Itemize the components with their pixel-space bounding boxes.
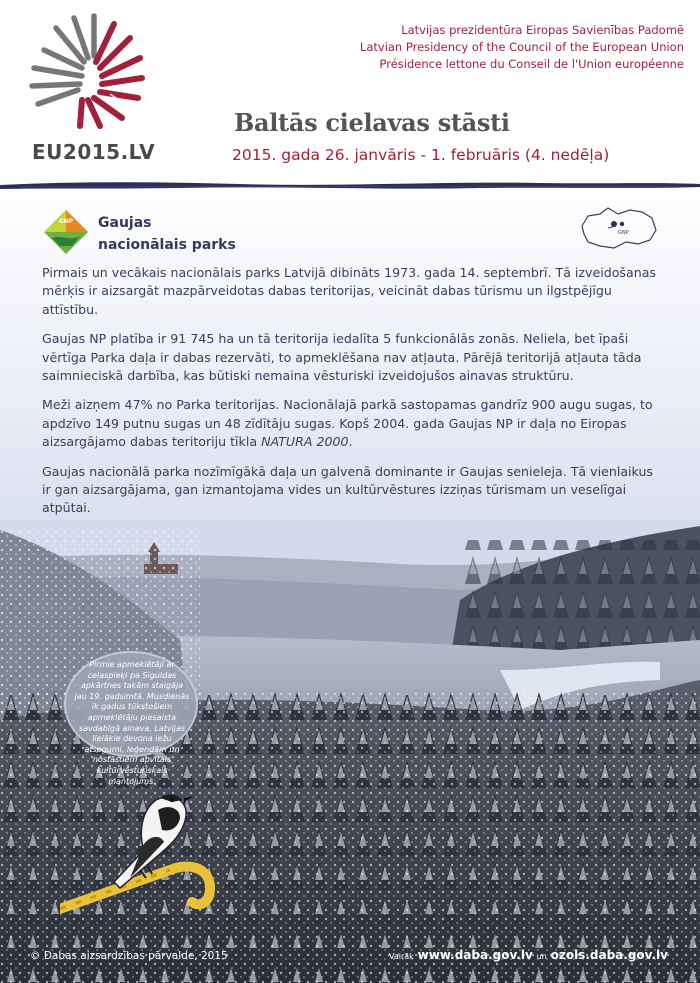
presidency-text: [360, 22, 684, 73]
park-title-line2: nacionālais parks: [98, 237, 236, 253]
presidency-line-lv: Latvijas prezidentūra Eiropas Savienības Padomē: [401, 23, 684, 37]
bubble-text: Pirmie apmeklētāji ar ceļaspieķi pa Siguldas apkārtnes takām staigāja jau 19. gadsimtā. Musdienās ik gadus tūkstošiem apmeklētāju piesaista savdabīgā ainava, Latvijas lielākie devona iežu atsegumi, leģendām un nostāstiem apvītais kultūrvēsturiskais mantojums.: [74, 660, 190, 786]
gauja-park-logo-icon: [42, 208, 90, 256]
footer-links: [389, 948, 668, 962]
eu2015-logo-text: EU2015.LV: [32, 140, 156, 164]
copyright: © Dabas aizsardzības pārvalde, 2015: [30, 950, 228, 962]
paragraph-3-end: .: [348, 434, 353, 450]
paragraph-4: Gaujas nacionālā parka nozīmīgākā daļa un galvenā dominante ir Gaujas senieleja. Tā vienlaikus ir gan aizsargājama, gan izmantojama vides un kultūrvēstures izziņas tūrismam un veselīgai atpūtai.: [42, 463, 653, 516]
paragraph-2: Gaujas NP platība ir 91 745 ha un tā teritorija iedalīta 5 funkcionālās zonās. Neliela, bet īpaši vērtīga Parka daļa ir dabas rezervāti, to apmeklēšana nav atļauta. Pārējā teritorijā atļauta tāda saimnieciskā darbība, kas būtiski nemaina vēsturiski izveidojušos ainavas struktūru.: [42, 331, 642, 384]
more-label: Vairāk: [389, 952, 414, 961]
article-text: [42, 264, 664, 529]
paragraph-3: [42, 396, 664, 451]
page-title: Baltās cielavas stāsti: [234, 108, 510, 137]
link-daba[interactable]: www.daba.gov.lv: [417, 948, 533, 962]
and-label: un: [536, 952, 547, 961]
link-ozols[interactable]: ozols.daba.gov.lv: [550, 948, 668, 962]
eu2015-logo-icon: [22, 10, 150, 134]
park-title-line1: Gaujas: [98, 215, 152, 231]
paragraph-1: Pirmais un vecākais nacionālais parks Latvijā dibināts 1973. gada 14. septembrī. Tā izveidošanas mērķis ir aizsargāt mazpārveidotas dabas teritorijas, veicināt dabas tūrismu un ilgstpējīgu attīstību.: [42, 265, 656, 317]
park-title: [98, 212, 236, 256]
wagtail-bird-icon: [60, 770, 230, 940]
presidency-line-fr: Présidence lettone du Conseil de l'Union européenne: [379, 57, 684, 71]
natura-2000-label: NATURA 2000: [261, 434, 349, 450]
park-logo-label: GNP: [58, 218, 74, 225]
main-content: [0, 190, 700, 983]
map-label: GNP: [618, 230, 629, 236]
presidency-line-en: Latvian Presidency of the Council of the European Union: [359, 40, 684, 54]
latvia-map-icon: [578, 204, 660, 252]
header: [0, 0, 700, 190]
paragraph-3-text: Meži aizņem 47% no Parka teritorijas. Nacionālajā parkā sastopamas gandrīz 900 augu sugas, to apdzīvo 149 putnu sugas un 48 zīdītāju sugas. Kopš 2004. gada Gaujas NP ir daļa no Eiropas aizsargājamo dabas teritoriju tīkla: [42, 397, 653, 450]
week-dates: 2015. gada 26. janvāris - 1. februāris (4. nedēļa): [232, 146, 610, 164]
